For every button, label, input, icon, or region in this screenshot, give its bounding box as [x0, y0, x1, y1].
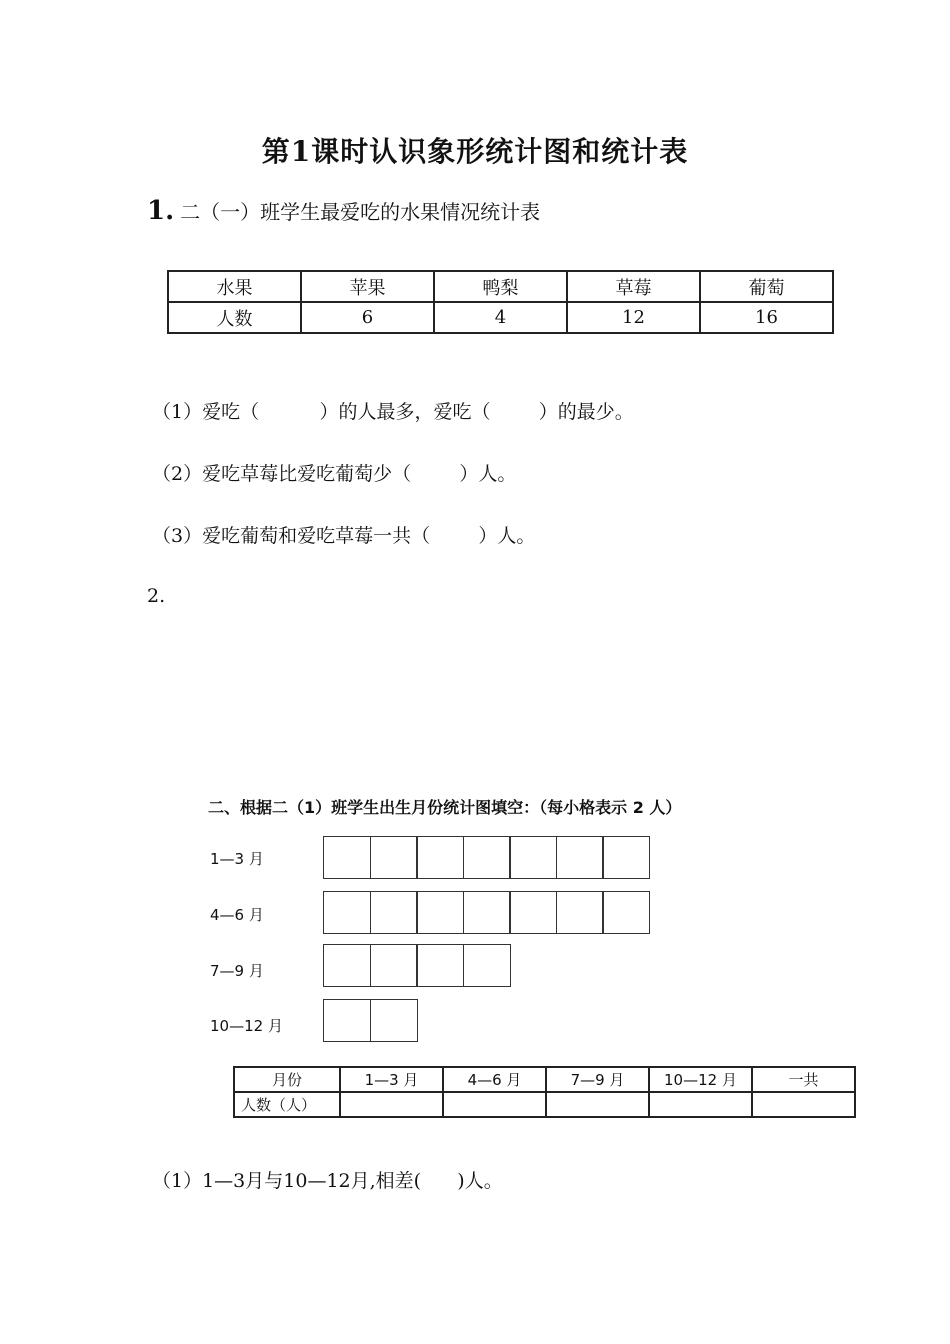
- chart-cell: [323, 891, 371, 934]
- chart-cell: [602, 836, 650, 879]
- table-cell: 4—6 月: [443, 1067, 546, 1092]
- month-table: [233, 1066, 856, 1118]
- chart-row-cells: [323, 891, 649, 934]
- chart-row-label: 4—6 月: [210, 906, 264, 924]
- table-cell: 16: [700, 302, 833, 333]
- table-cell: 草莓: [567, 271, 700, 302]
- chart-cell: [370, 944, 418, 987]
- table-cell: 苹果: [301, 271, 434, 302]
- chart-cell: [463, 836, 511, 879]
- chart-cell: [323, 944, 371, 987]
- question-1-sub-3: （3）爱吃葡萄和爱吃草莓一共（ ）人。: [152, 525, 536, 547]
- table-cell: 人数: [168, 302, 301, 333]
- chart-cell: [509, 836, 557, 879]
- chart-cell: [509, 891, 557, 934]
- chart-row-cells: [323, 999, 416, 1042]
- question-1-text: 二（一）班学生最爱吃的水果情况统计表: [180, 200, 541, 224]
- table-cell: 10—12 月: [649, 1067, 752, 1092]
- chart-row-label: 1—3 月: [210, 850, 264, 868]
- chart-cell: [416, 944, 464, 987]
- month-table-value-row: [234, 1092, 855, 1117]
- answer-cell[interactable]: [752, 1092, 855, 1117]
- question-2-heading: 二、根据二（1）班学生出生月份统计图填空：（每小格表示 2 人）: [208, 798, 682, 817]
- answer-cell[interactable]: [546, 1092, 649, 1117]
- table-cell: 7—9 月: [546, 1067, 649, 1092]
- fruit-table-value-row: [168, 302, 833, 333]
- table-cell: 12: [567, 302, 700, 333]
- fruit-table-header-row: [168, 271, 833, 302]
- chart-cell: [463, 891, 511, 934]
- chart-cell: [416, 836, 464, 879]
- fruit-table: [167, 270, 834, 334]
- chart-cell: [602, 891, 650, 934]
- table-cell: 4: [434, 302, 567, 333]
- answer-cell[interactable]: [649, 1092, 752, 1117]
- question-1-sub-1: （1）爱吃（ ）的人最多，爱吃（ ）的最少。: [152, 401, 634, 423]
- chart-row-label: 7—9 月: [210, 962, 264, 980]
- chart-cell: [463, 944, 511, 987]
- table-cell: 葡萄: [700, 271, 833, 302]
- table-cell: 鸭梨: [434, 271, 567, 302]
- chart-cell: [370, 999, 418, 1042]
- chart-row-cells: [323, 944, 509, 987]
- table-cell: 人数（人）: [234, 1092, 340, 1117]
- chart-cell: [556, 836, 604, 879]
- table-cell: 月份: [234, 1067, 340, 1092]
- question-1-heading: [147, 196, 540, 226]
- chart-cell: [370, 891, 418, 934]
- chart-row-label: 10—12 月: [210, 1017, 283, 1035]
- month-table-header-row: [234, 1067, 855, 1092]
- table-cell: 水果: [168, 271, 301, 302]
- table-cell: 1—3 月: [340, 1067, 443, 1092]
- chart-cell: [416, 891, 464, 934]
- question-1-number: 1.: [147, 196, 175, 226]
- answer-cell[interactable]: [340, 1092, 443, 1117]
- chart-row-cells: [323, 836, 649, 879]
- answer-cell[interactable]: [443, 1092, 546, 1117]
- table-cell: 一共: [752, 1067, 855, 1092]
- chart-cell: [323, 836, 371, 879]
- question-1-sub-2: （2）爱吃草莓比爱吃葡萄少（ ）人。: [152, 463, 517, 485]
- page-title: 第1课时认识象形统计图和统计表: [261, 135, 689, 168]
- chart-cell: [556, 891, 604, 934]
- chart-cell: [370, 836, 418, 879]
- table-cell: 6: [301, 302, 434, 333]
- chart-cell: [323, 999, 371, 1042]
- question-2-sub-1: （1）1—3月与10—12月,相差( )人。: [152, 1170, 503, 1192]
- question-2-number: 2.: [147, 585, 166, 607]
